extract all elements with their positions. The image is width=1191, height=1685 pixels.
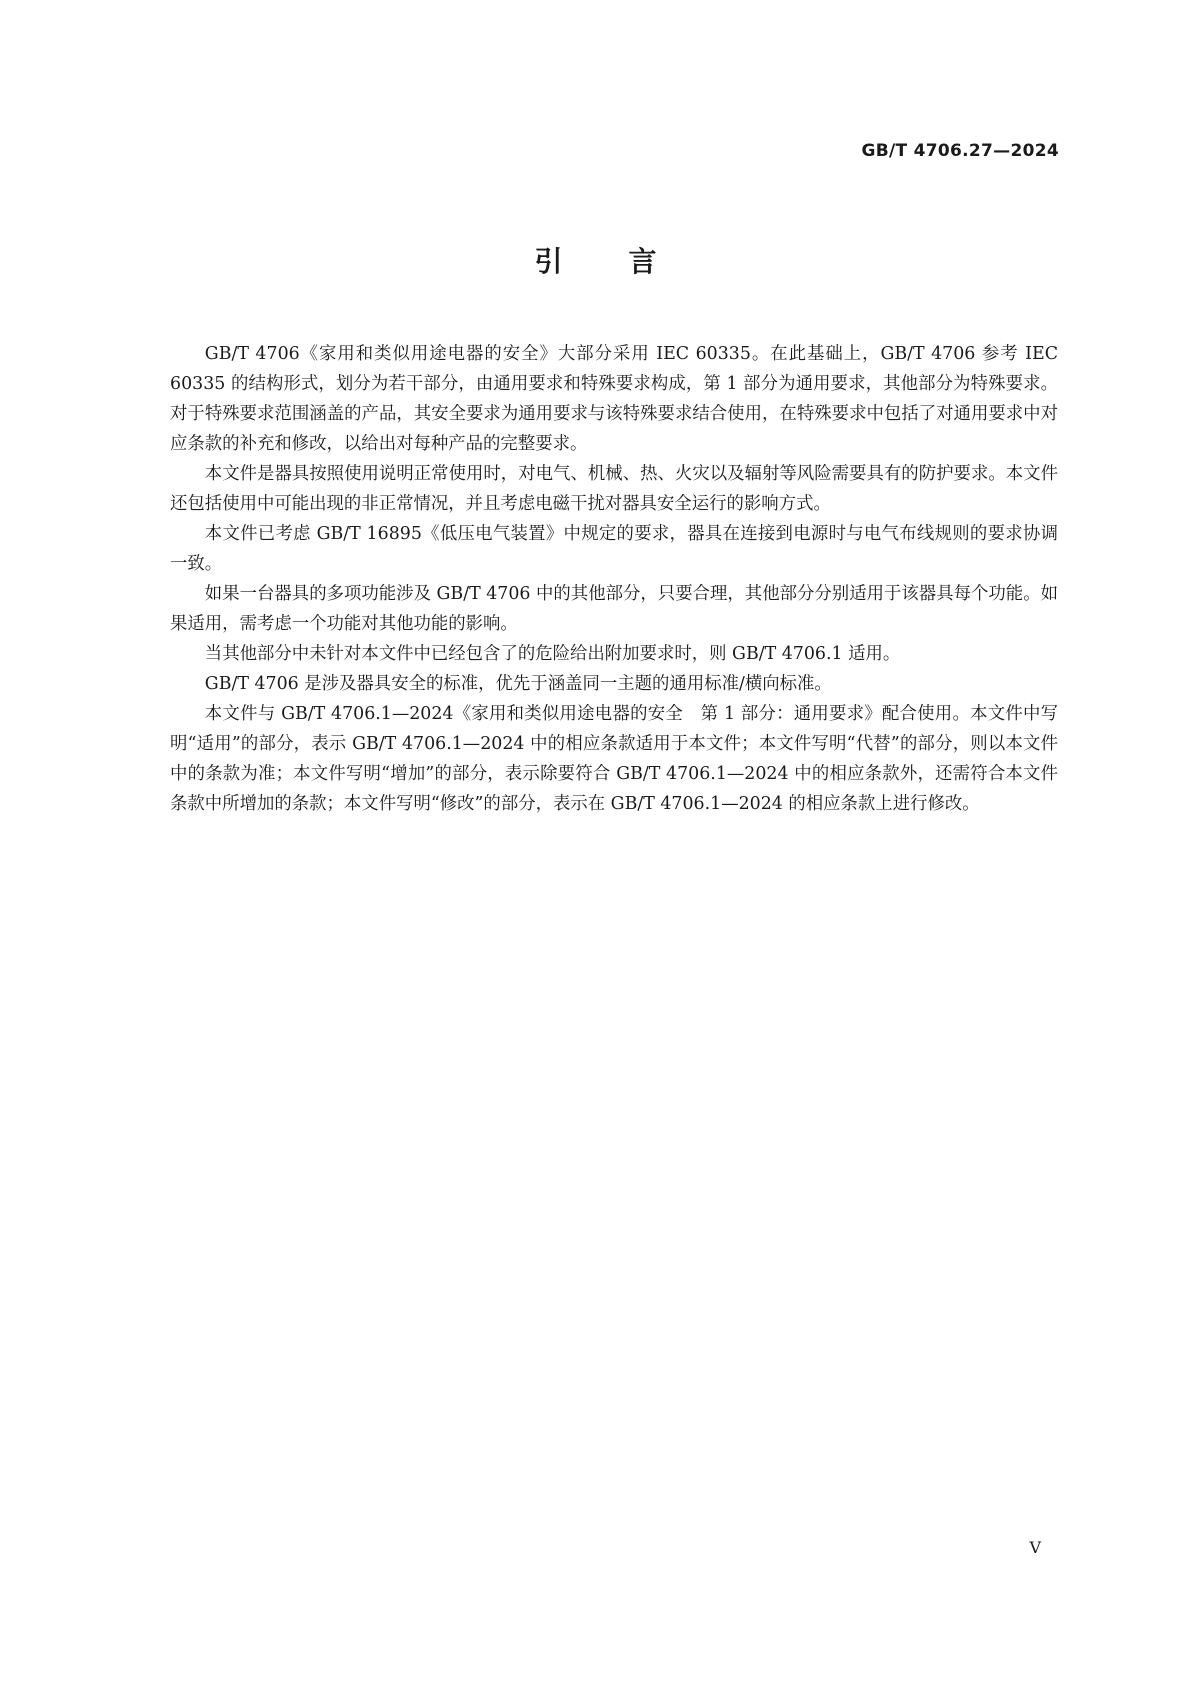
paragraph-1: GB/T 4706《家用和类似用途电器的安全》大部分采用 IEC 60335。在此基础上，GB/T 4706 参考 IEC 60335 的结构形式，划分为若干部分，由通用要求和特殊要求构成，第 1 部分为通用要求，其他部分为特殊要求。对于特殊要求范围涵盖的产品，其安全要求为通用要求与该特殊要求结合使用，在特殊要求中包括了对通用要求中对应条款的补充和修改，以给出对每种产品的完整要求。 (170, 344, 1058, 454)
introduction-body (170, 339, 1058, 819)
paragraph-5: 当其他部分中未针对本文件中已经包含了的危险给出附加要求时，则 GB/T 4706.1 适用。 (204, 644, 901, 664)
paragraph-6: GB/T 4706 是涉及器具安全的标准，优先于涵盖同一主题的通用标准/横向标准。 (204, 674, 832, 694)
section-title: 引言 (534, 245, 723, 278)
page-number: V (1029, 1538, 1041, 1557)
document-code: GB/T 4706.27—2024 (861, 141, 1059, 161)
paragraph-7: 本文件与 GB/T 4706.1—2024《家用和类似用途电器的安全 第 1 部分：通用要求》配合使用。本文件中写明“适用”的部分，表示 GB/T 4706.1—2024 中的相应条款适用于本文件；本文件写明“代替”的部分，则以本文件中的条款为准；本文件写明“增加”的部分，表示除要符合 GB/T 4706.1—2024 中的相应条款外，还需符合本文件条款中所增加的条款；本文件写明“修改”的部分，表示在 GB/T 4706.1—2024 的相应条款上进行修改。 (170, 704, 1058, 814)
paragraph-2: 本文件是器具按照使用说明正常使用时，对电气、机械、热、火灾以及辐射等风险需要具有的防护要求。本文件还包括使用中可能出现的非正常情况，并且考虑电磁干扰对器具安全运行的影响方式。 (170, 464, 1058, 514)
paragraph-4: 如果一台器具的多项功能涉及 GB/T 4706 中的其他部分，只要合理，其他部分分别适用于该器具每个功能。如果适用，需考虑一个功能对其他功能的影响。 (170, 584, 1058, 634)
paragraph-3: 本文件已考虑 GB/T 16895《低压电气装置》中规定的要求，器具在连接到电源时与电气布线规则的要求协调一致。 (170, 524, 1058, 574)
